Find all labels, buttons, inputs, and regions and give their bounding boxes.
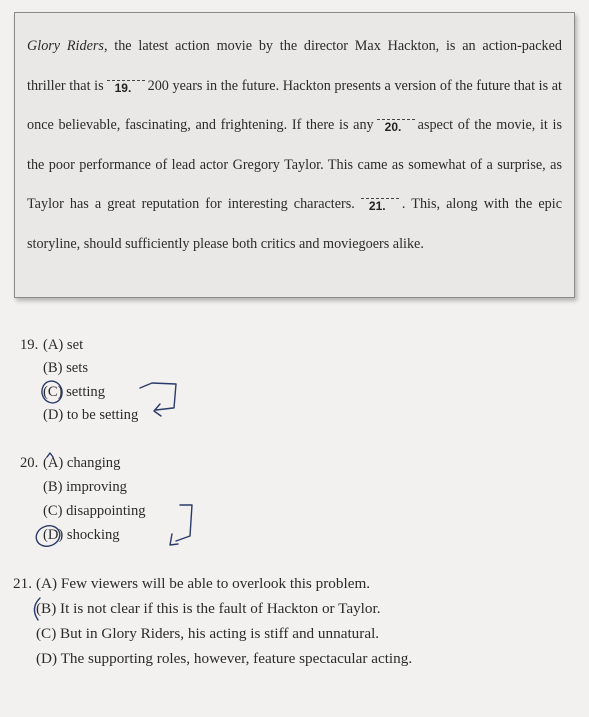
q20-option-c[interactable]: (C) disappointing <box>43 503 146 519</box>
movie-title: Glory Riders <box>27 38 104 54</box>
q19-option-c[interactable]: (C) setting <box>43 384 106 400</box>
q21-option-d[interactable]: (D) The supporting roles, however, feature spectacular acting. <box>36 650 413 667</box>
blank-21: 21. <box>361 198 399 211</box>
question-21-number: 21. <box>13 575 32 592</box>
q21-option-c[interactable]: (C) But in Glory Riders, his acting is stiff and unnatural. <box>36 625 380 642</box>
q20-option-b[interactable]: (B) improving <box>43 479 127 495</box>
q19-option-b[interactable]: (B) sets <box>43 360 88 376</box>
q21-option-a[interactable]: (A) Few viewers will be able to overlook this problem. <box>36 575 371 592</box>
q20-option-a[interactable]: (A) changing <box>43 455 121 471</box>
question-19-number: 19. <box>20 337 39 353</box>
question-20-number: 20. <box>20 455 39 471</box>
q19-option-d[interactable]: (D) to be setting <box>43 407 139 423</box>
q20-option-d[interactable]: (D) shocking <box>43 527 120 543</box>
q19-option-a[interactable]: (A) set <box>43 337 84 353</box>
passage-text: Glory Riders, the latest action movie by the director Max Hackton, is an action-packed thriller that is 19. 200 years in the future. Hackton presents a version of the future that is at once believable, fascinating, and frightening. If there is any 20. aspect of the movie, it is the poor performance of lead actor Gregory Taylor. This came as somewhat of a surprise, as Taylor has a great reputation for interesting characters. 21. . This, along with the epic storyline, should sufficiently please both critics and moviegoers alike. <box>27 38 563 252</box>
blank-20: 20. <box>377 119 415 132</box>
blank-19: 19. <box>107 80 145 93</box>
q21-option-b[interactable]: (B) It is not clear if this is the fault of Hackton or Taylor. <box>36 600 381 617</box>
